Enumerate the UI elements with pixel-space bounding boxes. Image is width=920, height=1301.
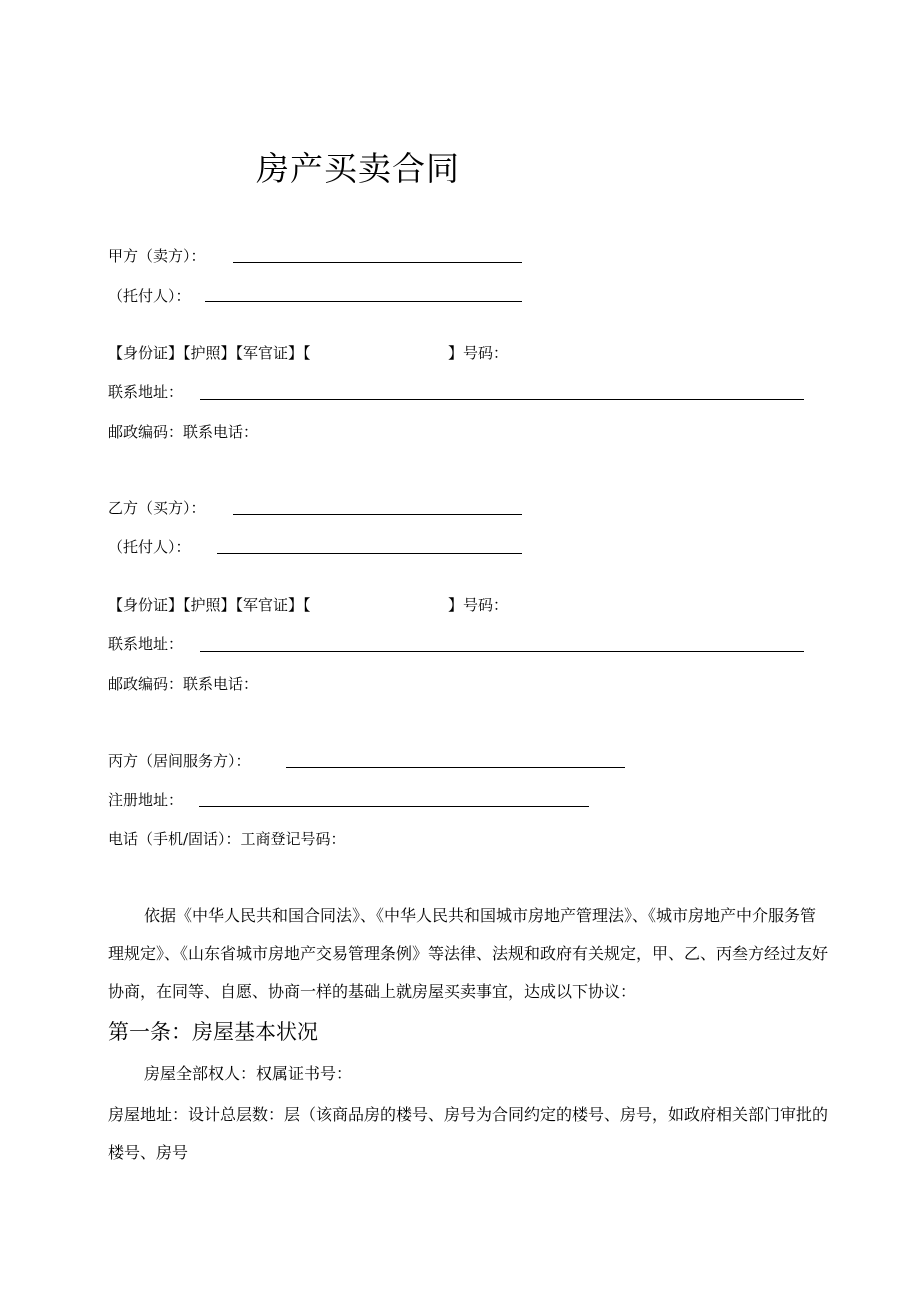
- party-a-postal-label: 邮政编码：联系电话：: [108, 423, 259, 441]
- page-title: 房产买卖合同: [256, 149, 460, 188]
- preamble-paragraph: 依据《中华人民共和国合同法》、《中华人民共和国城市房地产管理法》、《城市房地产中介服务管理规定》、《山东省城市房地产交易管理条例》等法律、法规和政府有关规定，甲、乙、丙叁方经过友好协商，在同等、自愿、协商一样的基础上就房屋买卖事宜，达成以下协议：: [108, 906, 829, 1001]
- party-b-id-line-right: 】号码：: [448, 596, 509, 614]
- party-a-agent-label: （托付人）：: [108, 287, 191, 305]
- party-b-name-line: [233, 514, 522, 515]
- party-b-postal-label: 邮政编码：联系电话：: [108, 675, 259, 693]
- party-a-id-line-left: 【身份证】【护照】【军官证】【: [108, 344, 311, 362]
- party-b-id-line-left: 【身份证】【护照】【军官证】【: [108, 596, 311, 614]
- article-1-heading: 第一条：房屋基本状况: [108, 1020, 318, 1044]
- party-a-id-line-right: 】号码：: [448, 344, 509, 362]
- party-c-name-line: [286, 767, 625, 768]
- party-a-address-line: [200, 399, 804, 400]
- party-a-name-line: [233, 262, 522, 263]
- party-a-label: 甲方（卖方）：: [108, 247, 206, 265]
- article-1-address-line: 房屋地址：设计总层数：层（该商品房的楼号、房号为合同约定的楼号、房号，如政府相关部门审批的楼号、房号: [108, 1105, 829, 1162]
- party-c-address-line: [199, 806, 589, 807]
- party-c-label: 丙方（居间服务方）：: [108, 752, 251, 770]
- party-c-phone-label: 电话（手机/固话）：工商登记号码：: [108, 830, 346, 848]
- party-b-label: 乙方（买方）：: [108, 499, 206, 517]
- party-b-agent-label: （托付人）：: [108, 538, 191, 556]
- party-a-agent-line: [205, 301, 522, 302]
- party-c-address-label: 注册地址：: [108, 791, 184, 809]
- party-b-address-label: 联系地址：: [108, 635, 184, 653]
- party-b-address-line: [200, 651, 804, 652]
- article-1-owner-line: 房屋全部权人：权属证书号：: [144, 1064, 353, 1083]
- party-b-agent-line: [217, 553, 522, 554]
- party-a-address-label: 联系地址：: [108, 383, 184, 401]
